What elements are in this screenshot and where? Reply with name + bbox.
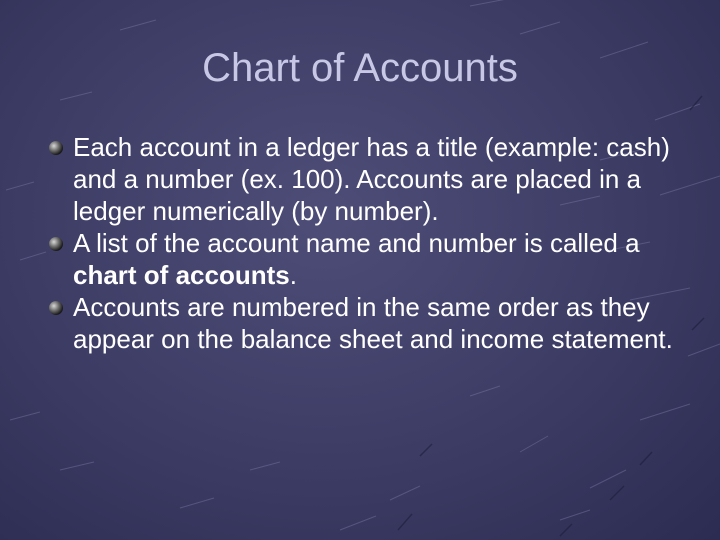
bullet-item (46, 131, 686, 227)
bullet-item (46, 291, 686, 355)
bullet-item (46, 227, 686, 291)
sphere-bullet-icon (48, 236, 64, 252)
sphere-bullet-icon (48, 300, 64, 316)
slide-title: Chart of Accounts (202, 46, 518, 90)
bullet-text: Accounts are numbered in the same order as they appear on the balance sheet and income statement. (73, 292, 673, 354)
bullet-text-bold: chart of accounts (73, 260, 290, 290)
bullet-list (46, 131, 686, 355)
sphere-bullet-icon (48, 140, 64, 156)
bullet-text-before: A list of the account name and number is called a (73, 228, 640, 258)
bullet-text: Each account in a ledger has a title (example: cash) and a number (ex. 100). Accounts are placed in a ledger numerically (by number). (73, 132, 670, 226)
bullet-text-after: . (289, 260, 297, 290)
